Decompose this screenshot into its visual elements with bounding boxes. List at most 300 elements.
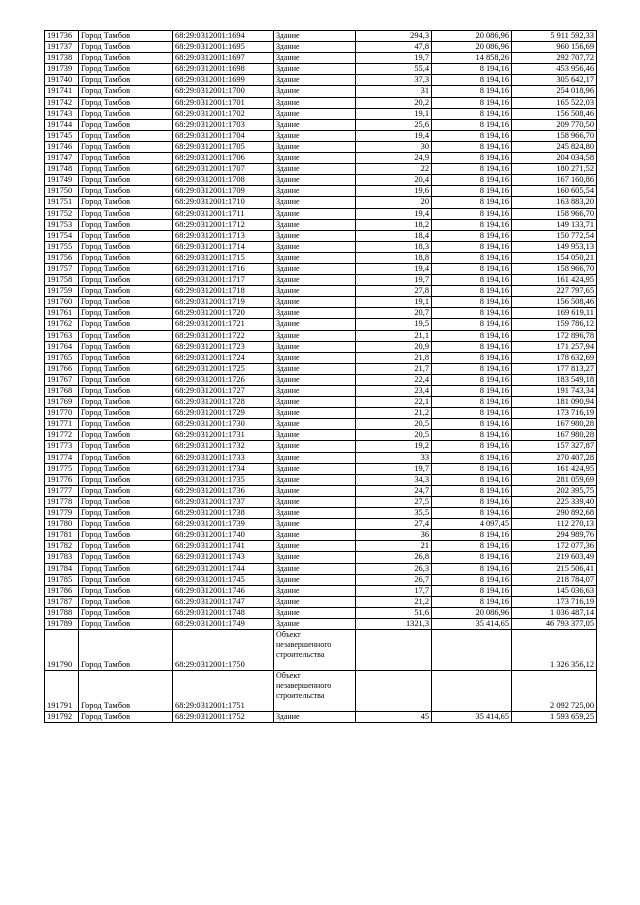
city-cell: Город Тамбов xyxy=(79,386,173,397)
table-row xyxy=(45,286,597,297)
cadastral-value-cell: 161 424,95 xyxy=(512,463,597,474)
city-cell: Город Тамбов xyxy=(79,430,173,441)
object-type-cell: Здание xyxy=(274,585,356,596)
area-cell: 55,4 xyxy=(356,64,432,75)
area-cell: 19,1 xyxy=(356,108,432,119)
cadastral-number-cell: 68:29:0312001:1747 xyxy=(173,596,274,607)
row-id-cell: 191740 xyxy=(45,75,79,86)
area-cell: 21,2 xyxy=(356,596,432,607)
object-type-cell: Здание xyxy=(274,186,356,197)
row-id-cell: 191773 xyxy=(45,441,79,452)
cadastral-value-cell: 1 326 356,12 xyxy=(512,630,597,671)
object-type-cell: Здание xyxy=(274,530,356,541)
city-cell: Город Тамбов xyxy=(79,419,173,430)
city-cell: Город Тамбов xyxy=(79,341,173,352)
table-row xyxy=(45,563,597,574)
cadastral-value-cell: 167 980,28 xyxy=(512,419,597,430)
specific-value-cell: 20 086,96 xyxy=(432,42,512,53)
table-row xyxy=(45,108,597,119)
cadastral-value-cell: 172 077,36 xyxy=(512,541,597,552)
area-cell: 25,6 xyxy=(356,119,432,130)
cadastral-value-cell: 158 966,70 xyxy=(512,130,597,141)
area-cell: 24,7 xyxy=(356,485,432,496)
object-type-cell: Здание xyxy=(274,141,356,152)
cadastral-number-cell: 68:29:0312001:1719 xyxy=(173,297,274,308)
cadastral-value-cell: 163 883,20 xyxy=(512,197,597,208)
city-cell: Город Тамбов xyxy=(79,130,173,141)
specific-value-cell: 8 194,16 xyxy=(432,263,512,274)
area-cell: 18,8 xyxy=(356,252,432,263)
city-cell: Город Тамбов xyxy=(79,352,173,363)
area-cell: 20,9 xyxy=(356,341,432,352)
area-cell: 18,2 xyxy=(356,219,432,230)
city-cell: Город Тамбов xyxy=(79,153,173,164)
area-cell: 45 xyxy=(356,712,432,723)
area-cell: 20,4 xyxy=(356,175,432,186)
table-row xyxy=(45,141,597,152)
cadastral-number-cell: 68:29:0312001:1736 xyxy=(173,485,274,496)
specific-value-cell: 8 194,16 xyxy=(432,330,512,341)
row-id-cell: 191791 xyxy=(45,671,79,712)
row-id-cell: 191739 xyxy=(45,64,79,75)
object-type-cell: Здание xyxy=(274,130,356,141)
cadastral-value-cell: 191 743,34 xyxy=(512,386,597,397)
area-cell: 27,5 xyxy=(356,496,432,507)
city-cell: Город Тамбов xyxy=(79,671,173,712)
table-row xyxy=(45,463,597,474)
table-row xyxy=(45,208,597,219)
cadastral-value-cell: 158 966,70 xyxy=(512,263,597,274)
cadastral-value-sheet xyxy=(44,30,596,723)
cadastral-number-cell: 68:29:0312001:1739 xyxy=(173,519,274,530)
city-cell: Город Тамбов xyxy=(79,485,173,496)
city-cell: Город Тамбов xyxy=(79,363,173,374)
row-id-cell: 191745 xyxy=(45,130,79,141)
city-cell: Город Тамбов xyxy=(79,574,173,585)
table-row xyxy=(45,297,597,308)
specific-value-cell: 8 194,16 xyxy=(432,186,512,197)
cadastral-number-cell: 68:29:0312001:1698 xyxy=(173,64,274,75)
specific-value-cell: 8 194,16 xyxy=(432,408,512,419)
area-cell: 18,4 xyxy=(356,230,432,241)
table-row xyxy=(45,53,597,64)
cadastral-value-cell: 158 966,70 xyxy=(512,208,597,219)
row-id-cell: 191778 xyxy=(45,496,79,507)
cadastral-number-cell: 68:29:0312001:1713 xyxy=(173,230,274,241)
city-cell: Город Тамбов xyxy=(79,408,173,419)
cadastral-number-cell: 68:29:0312001:1741 xyxy=(173,541,274,552)
cadastral-number-cell: 68:29:0312001:1744 xyxy=(173,563,274,574)
row-id-cell: 191792 xyxy=(45,712,79,723)
table-row xyxy=(45,164,597,175)
area-cell: 21,8 xyxy=(356,352,432,363)
city-cell: Город Тамбов xyxy=(79,164,173,175)
object-type-cell xyxy=(274,630,356,671)
object-type-cell: Здание xyxy=(274,397,356,408)
table-row xyxy=(45,153,597,164)
cadastral-number-cell: 68:29:0312001:1708 xyxy=(173,175,274,186)
object-type-cell: Здание xyxy=(274,175,356,186)
specific-value-cell: 8 194,16 xyxy=(432,530,512,541)
specific-value-cell: 8 194,16 xyxy=(432,130,512,141)
table-row xyxy=(45,241,597,252)
specific-value-cell: 8 194,16 xyxy=(432,552,512,563)
cadastral-number-cell: 68:29:0312001:1727 xyxy=(173,386,274,397)
area-cell: 19,2 xyxy=(356,441,432,452)
row-id-cell: 191751 xyxy=(45,197,79,208)
cadastral-value-cell: 167 160,86 xyxy=(512,175,597,186)
city-cell: Город Тамбов xyxy=(79,53,173,64)
object-type-cell: Здание xyxy=(274,53,356,64)
table-row xyxy=(45,219,597,230)
area-cell: 21,1 xyxy=(356,330,432,341)
object-type-cell: Здание xyxy=(274,452,356,463)
area-cell: 36 xyxy=(356,530,432,541)
row-id-cell: 191750 xyxy=(45,186,79,197)
object-type-cell: Здание xyxy=(274,75,356,86)
cadastral-number-cell: 68:29:0312001:1743 xyxy=(173,552,274,563)
row-id-cell: 191763 xyxy=(45,330,79,341)
city-cell: Город Тамбов xyxy=(79,42,173,53)
table-row xyxy=(45,352,597,363)
object-type-cell: Здание xyxy=(274,496,356,507)
table-row xyxy=(45,330,597,341)
row-id-cell: 191737 xyxy=(45,42,79,53)
cadastral-number-cell: 68:29:0312001:1703 xyxy=(173,119,274,130)
cadastral-value-cell: 292 707,72 xyxy=(512,53,597,64)
city-cell: Город Тамбов xyxy=(79,141,173,152)
area-cell: 19,4 xyxy=(356,263,432,274)
specific-value-cell: 8 194,16 xyxy=(432,430,512,441)
specific-value-cell: 8 194,16 xyxy=(432,208,512,219)
specific-value-cell: 8 194,16 xyxy=(432,75,512,86)
row-id-cell: 191741 xyxy=(45,86,79,97)
object-type-cell: Здание xyxy=(274,286,356,297)
row-id-cell: 191754 xyxy=(45,230,79,241)
specific-value-cell: 8 194,16 xyxy=(432,541,512,552)
city-cell: Город Тамбов xyxy=(79,208,173,219)
cadastral-value-cell: 171 257,94 xyxy=(512,341,597,352)
cadastral-value-cell: 254 018,96 xyxy=(512,86,597,97)
specific-value-cell: 8 194,16 xyxy=(432,108,512,119)
object-type-cell: Здание xyxy=(274,563,356,574)
table-row xyxy=(45,97,597,108)
area-cell: 19,4 xyxy=(356,208,432,219)
cadastral-number-cell: 68:29:0312001:1725 xyxy=(173,363,274,374)
city-cell: Город Тамбов xyxy=(79,219,173,230)
row-id-cell: 191776 xyxy=(45,474,79,485)
row-id-cell: 191759 xyxy=(45,286,79,297)
area-cell: 26,3 xyxy=(356,563,432,574)
area-cell: 22,1 xyxy=(356,397,432,408)
table-row xyxy=(45,430,597,441)
city-cell: Город Тамбов xyxy=(79,630,173,671)
table-body xyxy=(45,31,597,723)
cadastral-value-cell: 165 522,03 xyxy=(512,97,597,108)
cadastral-number-cell: 68:29:0312001:1749 xyxy=(173,618,274,629)
object-type-line: Объект xyxy=(276,671,301,681)
specific-value-cell: 8 194,16 xyxy=(432,86,512,97)
table-row xyxy=(45,419,597,430)
table-row xyxy=(45,712,597,723)
area-cell: 1321,3 xyxy=(356,618,432,629)
cadastral-number-cell: 68:29:0312001:1728 xyxy=(173,397,274,408)
city-cell: Город Тамбов xyxy=(79,230,173,241)
object-type-cell: Здание xyxy=(274,64,356,75)
specific-value-cell: 20 086,96 xyxy=(432,31,512,42)
area-cell: 21 xyxy=(356,541,432,552)
specific-value-cell: 20 086,96 xyxy=(432,607,512,618)
cadastral-number-cell: 68:29:0312001:1705 xyxy=(173,141,274,152)
cadastral-value-cell: 209 770,50 xyxy=(512,119,597,130)
cadastral-value-cell: 290 892,68 xyxy=(512,508,597,519)
table-row xyxy=(45,175,597,186)
table-row xyxy=(45,42,597,53)
city-cell: Город Тамбов xyxy=(79,519,173,530)
row-id-cell: 191784 xyxy=(45,563,79,574)
table-row xyxy=(45,530,597,541)
table-row xyxy=(45,541,597,552)
cadastral-number-cell: 68:29:0312001:1751 xyxy=(173,671,274,712)
cadastral-value-cell: 2 092 725,00 xyxy=(512,671,597,712)
specific-value-cell: 8 194,16 xyxy=(432,341,512,352)
object-type-cell: Здание xyxy=(274,363,356,374)
cadastral-value-cell: 154 050,21 xyxy=(512,252,597,263)
cadastral-number-cell: 68:29:0312001:1735 xyxy=(173,474,274,485)
row-id-cell: 191787 xyxy=(45,596,79,607)
specific-value-cell: 14 858,26 xyxy=(432,53,512,64)
city-cell: Город Тамбов xyxy=(79,618,173,629)
specific-value-cell: 8 194,16 xyxy=(432,219,512,230)
area-cell: 19,1 xyxy=(356,297,432,308)
object-type-cell: Здание xyxy=(274,712,356,723)
object-type-cell: Здание xyxy=(274,31,356,42)
city-cell: Город Тамбов xyxy=(79,263,173,274)
area-cell: 19,6 xyxy=(356,186,432,197)
table-row xyxy=(45,607,597,618)
cadastral-value-cell: 1 593 659,25 xyxy=(512,712,597,723)
cadastral-value-cell: 167 980,28 xyxy=(512,430,597,441)
specific-value-cell: 8 194,16 xyxy=(432,496,512,507)
area-cell: 20,7 xyxy=(356,308,432,319)
city-cell: Город Тамбов xyxy=(79,75,173,86)
table-row xyxy=(45,75,597,86)
row-id-cell: 191764 xyxy=(45,341,79,352)
object-type-cell: Здание xyxy=(274,86,356,97)
specific-value-cell: 8 194,16 xyxy=(432,386,512,397)
row-id-cell: 191744 xyxy=(45,119,79,130)
area-cell: 19,4 xyxy=(356,130,432,141)
cadastral-number-cell: 68:29:0312001:1715 xyxy=(173,252,274,263)
cadastral-number-cell: 68:29:0312001:1714 xyxy=(173,241,274,252)
specific-value-cell: 8 194,16 xyxy=(432,563,512,574)
object-type-cell: Здание xyxy=(274,197,356,208)
row-id-cell: 191766 xyxy=(45,363,79,374)
cadastral-number-cell: 68:29:0312001:1707 xyxy=(173,164,274,175)
cadastral-value-cell: 172 896,78 xyxy=(512,330,597,341)
table-row xyxy=(45,197,597,208)
specific-value-cell: 8 194,16 xyxy=(432,485,512,496)
specific-value-cell xyxy=(432,630,512,671)
row-id-cell: 191774 xyxy=(45,452,79,463)
row-id-cell: 191752 xyxy=(45,208,79,219)
area-cell: 26,7 xyxy=(356,574,432,585)
row-id-cell: 191738 xyxy=(45,53,79,64)
row-id-cell: 191786 xyxy=(45,585,79,596)
cadastral-number-cell: 68:29:0312001:1701 xyxy=(173,97,274,108)
specific-value-cell: 8 194,16 xyxy=(432,275,512,286)
area-cell: 27,8 xyxy=(356,286,432,297)
object-type-cell: Здание xyxy=(274,241,356,252)
table-row xyxy=(45,485,597,496)
cadastral-number-cell: 68:29:0312001:1717 xyxy=(173,275,274,286)
object-type-line: незавершенного xyxy=(276,681,332,691)
cadastral-number-cell: 68:29:0312001:1694 xyxy=(173,31,274,42)
cadastral-number-cell: 68:29:0312001:1740 xyxy=(173,530,274,541)
specific-value-cell: 8 194,16 xyxy=(432,419,512,430)
specific-value-cell: 8 194,16 xyxy=(432,397,512,408)
object-type-cell: Здание xyxy=(274,42,356,53)
object-type-cell xyxy=(274,671,356,712)
area-cell: 37,3 xyxy=(356,75,432,86)
cadastral-number-cell: 68:29:0312001:1716 xyxy=(173,263,274,274)
cadastral-value-cell: 161 424,95 xyxy=(512,275,597,286)
cadastral-value-cell: 453 956,46 xyxy=(512,64,597,75)
row-id-cell: 191753 xyxy=(45,219,79,230)
city-cell: Город Тамбов xyxy=(79,541,173,552)
area-cell: 34,3 xyxy=(356,474,432,485)
object-type-cell: Здание xyxy=(274,596,356,607)
specific-value-cell: 8 194,16 xyxy=(432,452,512,463)
cadastral-number-cell: 68:29:0312001:1697 xyxy=(173,53,274,64)
cadastral-value-cell: 181 090,94 xyxy=(512,397,597,408)
row-id-cell: 191736 xyxy=(45,31,79,42)
table-row xyxy=(45,386,597,397)
table-row xyxy=(45,119,597,130)
row-id-cell: 191742 xyxy=(45,97,79,108)
cadastral-value-cell: 215 506,41 xyxy=(512,563,597,574)
object-type-cell: Здание xyxy=(274,352,356,363)
object-type-cell: Здание xyxy=(274,153,356,164)
city-cell: Город Тамбов xyxy=(79,308,173,319)
object-type-cell: Здание xyxy=(274,374,356,385)
table-row xyxy=(45,308,597,319)
cadastral-value-cell: 218 784,07 xyxy=(512,574,597,585)
specific-value-cell: 8 194,16 xyxy=(432,508,512,519)
area-cell: 22 xyxy=(356,164,432,175)
city-cell: Город Тамбов xyxy=(79,585,173,596)
specific-value-cell: 8 194,16 xyxy=(432,585,512,596)
row-id-cell: 191779 xyxy=(45,508,79,519)
area-cell: 17,7 xyxy=(356,585,432,596)
table-row xyxy=(45,363,597,374)
cadastral-value-cell: 227 797,65 xyxy=(512,286,597,297)
cadastral-number-cell: 68:29:0312001:1746 xyxy=(173,585,274,596)
table-row xyxy=(45,275,597,286)
table-row xyxy=(45,496,597,507)
area-cell: 33 xyxy=(356,452,432,463)
city-cell: Город Тамбов xyxy=(79,508,173,519)
cadastral-number-cell: 68:29:0312001:1724 xyxy=(173,352,274,363)
specific-value-cell: 8 194,16 xyxy=(432,319,512,330)
cadastral-value-cell: 5 911 592,33 xyxy=(512,31,597,42)
specific-value-cell: 4 097,45 xyxy=(432,519,512,530)
object-type-cell: Здание xyxy=(274,275,356,286)
table-row xyxy=(45,596,597,607)
table-row xyxy=(45,130,597,141)
specific-value-cell: 8 194,16 xyxy=(432,97,512,108)
object-type-cell: Здание xyxy=(274,386,356,397)
row-id-cell: 191743 xyxy=(45,108,79,119)
cadastral-value-cell: 157 327,87 xyxy=(512,441,597,452)
city-cell: Город Тамбов xyxy=(79,452,173,463)
specific-value-cell: 8 194,16 xyxy=(432,141,512,152)
cadastral-number-cell: 68:29:0312001:1729 xyxy=(173,408,274,419)
row-id-cell: 191775 xyxy=(45,463,79,474)
table-row xyxy=(45,86,597,97)
city-cell: Город Тамбов xyxy=(79,286,173,297)
row-id-cell: 191788 xyxy=(45,607,79,618)
specific-value-cell: 8 194,16 xyxy=(432,363,512,374)
area-cell: 51,6 xyxy=(356,607,432,618)
table-row xyxy=(45,671,597,712)
city-cell: Город Тамбов xyxy=(79,252,173,263)
cadastral-value-cell: 46 793 377,05 xyxy=(512,618,597,629)
city-cell: Город Тамбов xyxy=(79,374,173,385)
city-cell: Город Тамбов xyxy=(79,197,173,208)
area-cell xyxy=(356,630,432,671)
table-row xyxy=(45,230,597,241)
specific-value-cell: 8 194,16 xyxy=(432,164,512,175)
table-row xyxy=(45,519,597,530)
area-cell: 22,4 xyxy=(356,374,432,385)
object-type-cell: Здание xyxy=(274,485,356,496)
row-id-cell: 191780 xyxy=(45,519,79,530)
row-id-cell: 191749 xyxy=(45,175,79,186)
object-type-cell: Здание xyxy=(274,119,356,130)
area-cell: 47,8 xyxy=(356,42,432,53)
city-cell: Город Тамбов xyxy=(79,552,173,563)
specific-value-cell: 8 194,16 xyxy=(432,175,512,186)
specific-value-cell: 8 194,16 xyxy=(432,241,512,252)
specific-value-cell: 8 194,16 xyxy=(432,230,512,241)
cadastral-value-cell: 219 603,49 xyxy=(512,552,597,563)
area-cell: 23,4 xyxy=(356,386,432,397)
specific-value-cell: 8 194,16 xyxy=(432,596,512,607)
object-type-cell: Здание xyxy=(274,618,356,629)
area-cell: 20,5 xyxy=(356,419,432,430)
city-cell: Город Тамбов xyxy=(79,108,173,119)
cadastral-value-cell: 202 395,75 xyxy=(512,485,597,496)
area-cell: 20,5 xyxy=(356,430,432,441)
table-row xyxy=(45,252,597,263)
specific-value-cell: 8 194,16 xyxy=(432,119,512,130)
cadastral-value-cell: 149 953,13 xyxy=(512,241,597,252)
row-id-cell: 191790 xyxy=(45,630,79,671)
specific-value-cell: 8 194,16 xyxy=(432,352,512,363)
row-id-cell: 191755 xyxy=(45,241,79,252)
row-id-cell: 191748 xyxy=(45,164,79,175)
city-cell: Город Тамбов xyxy=(79,241,173,252)
city-cell: Город Тамбов xyxy=(79,607,173,618)
area-cell: 35,5 xyxy=(356,508,432,519)
cadastral-value-cell: 156 508,46 xyxy=(512,108,597,119)
city-cell: Город Тамбов xyxy=(79,596,173,607)
cadastral-value-cell: 204 034,58 xyxy=(512,153,597,164)
row-id-cell: 191772 xyxy=(45,430,79,441)
object-type-line: строительства xyxy=(276,650,325,660)
object-type-cell: Здание xyxy=(274,297,356,308)
